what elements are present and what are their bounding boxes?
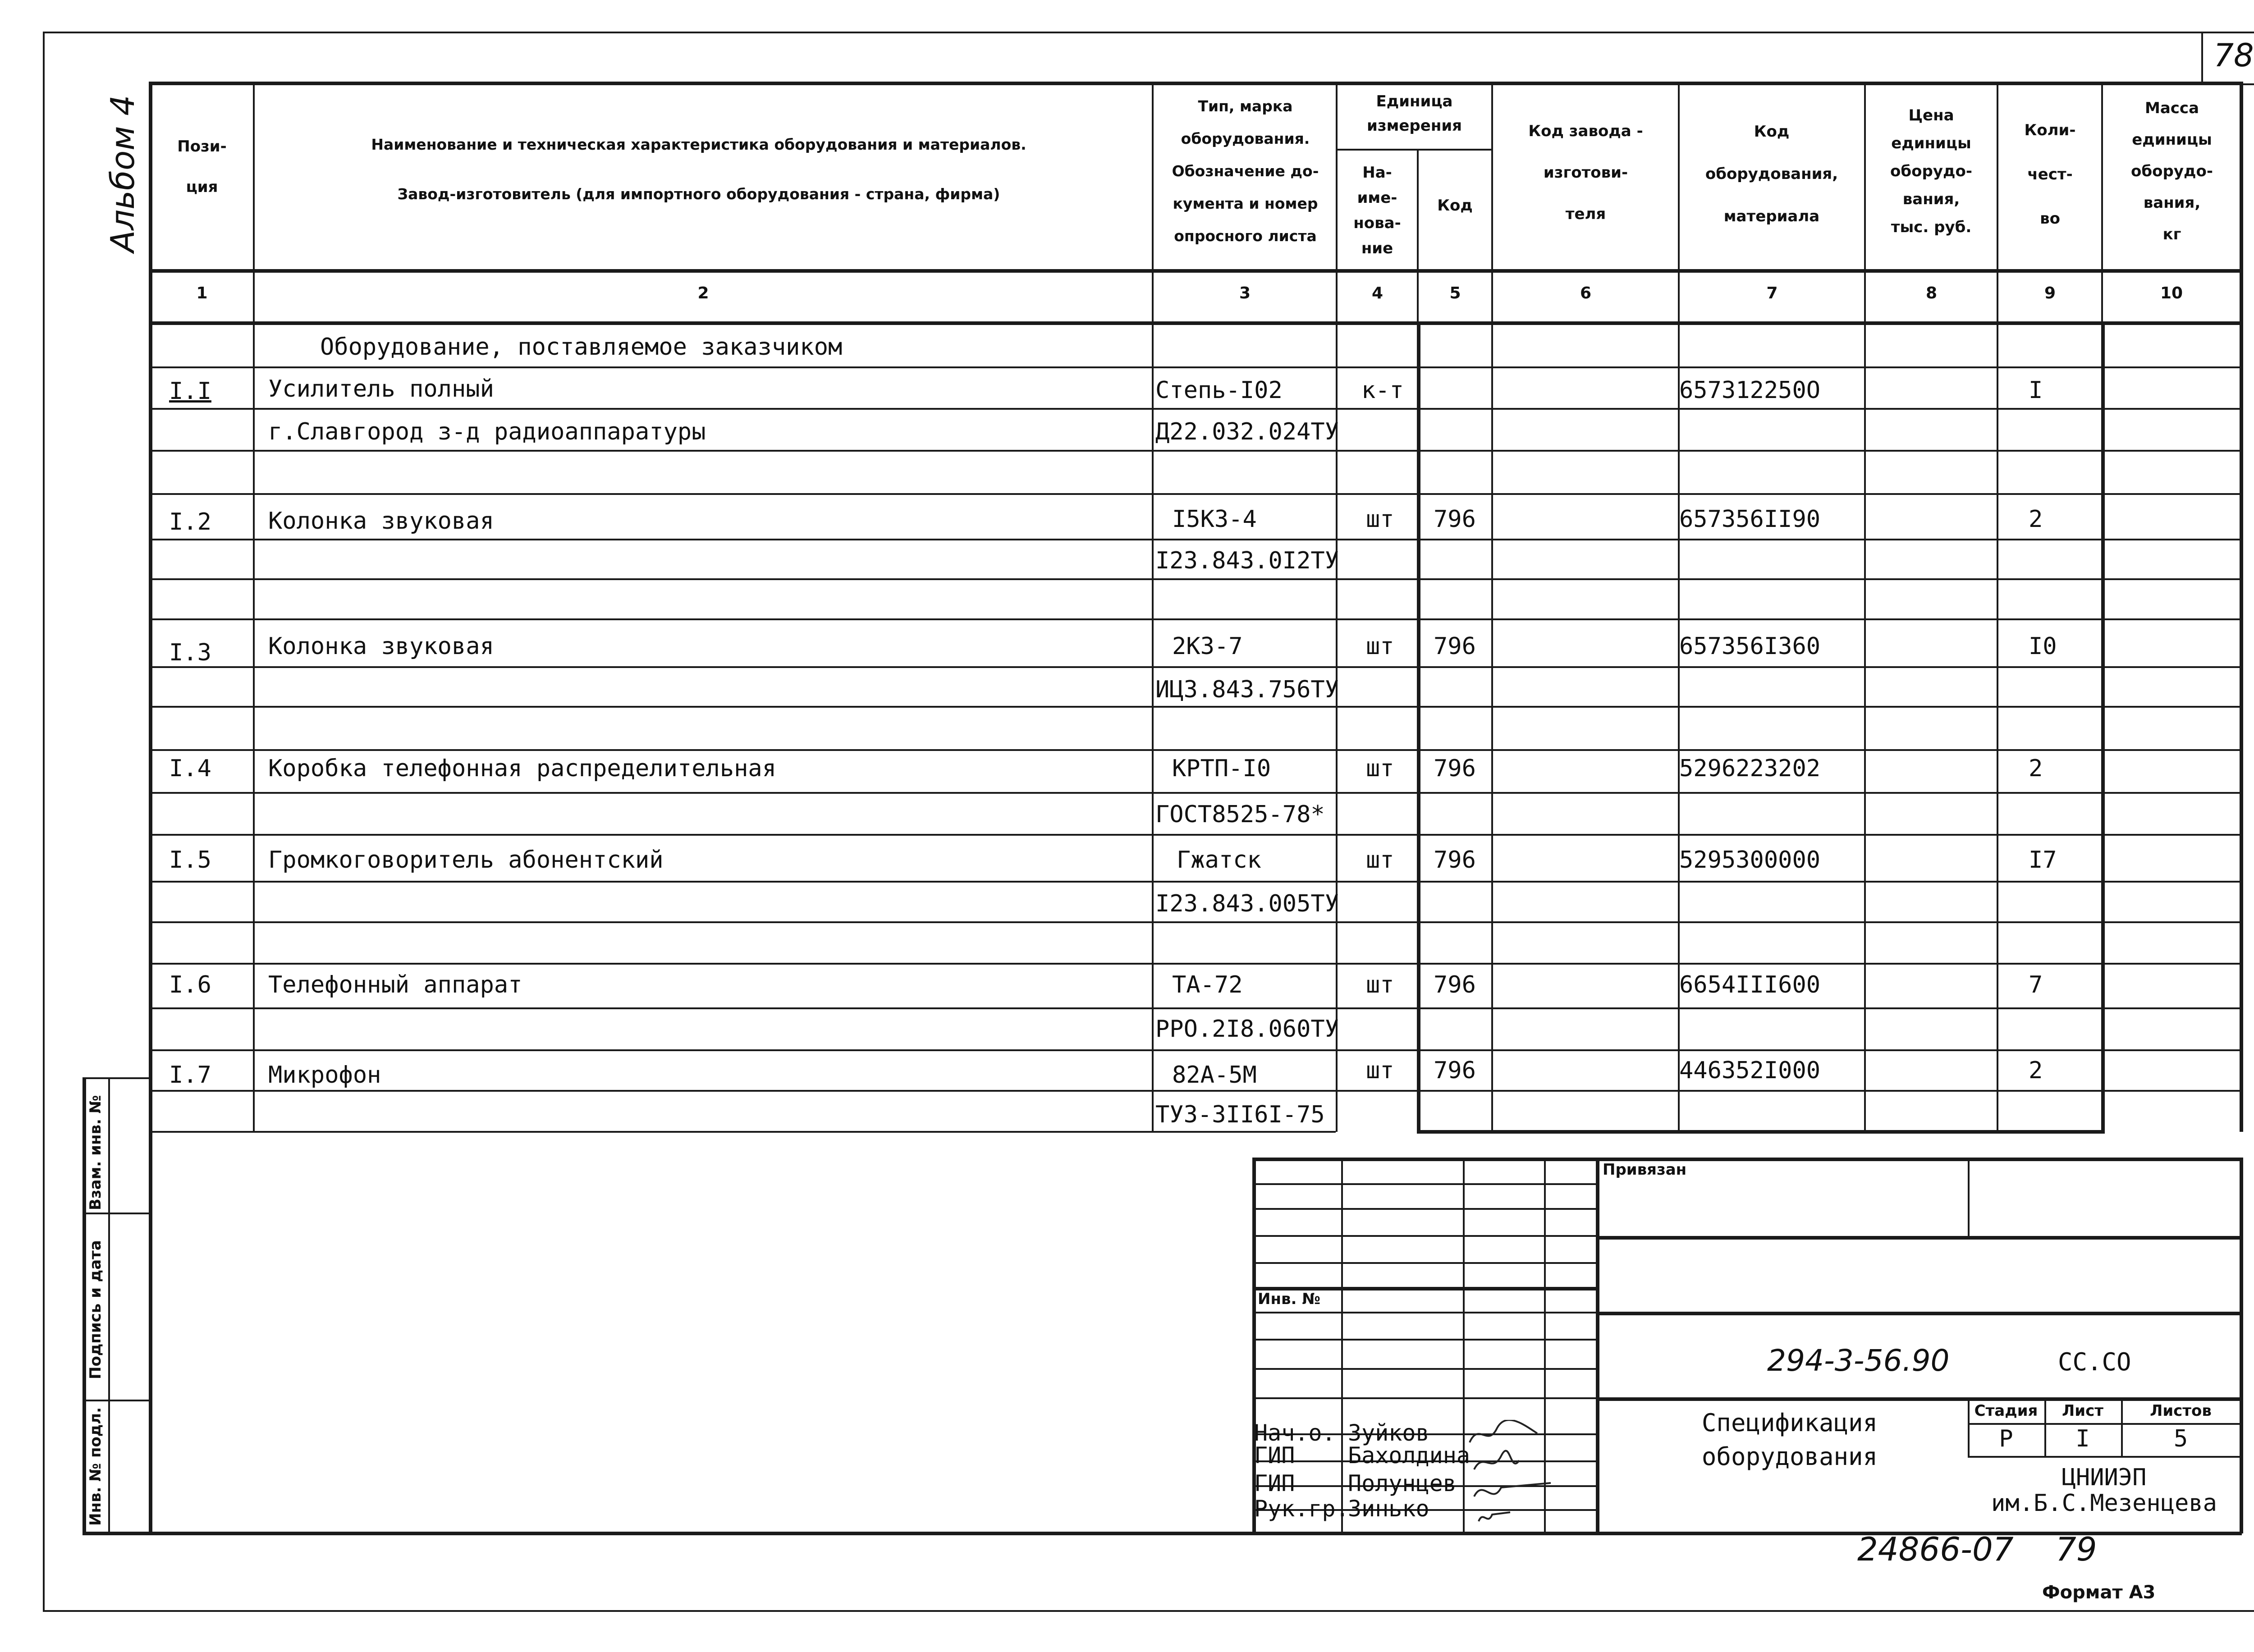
row-line-18 bbox=[149, 1090, 2241, 1092]
row-line-13 bbox=[149, 881, 2241, 883]
header-type-l3: Обозначение до- bbox=[1172, 162, 1319, 180]
row-3-qty: 2 bbox=[2029, 506, 2043, 533]
header-unit-name-l1: На- bbox=[1362, 164, 1392, 182]
col-div-2 bbox=[1152, 82, 1154, 1132]
tb-inv-no: Инв. № bbox=[1258, 1290, 1321, 1308]
tb-title-line1: Спецификация bbox=[1701, 1409, 1878, 1437]
header-unit-l1: Единица bbox=[1376, 92, 1453, 110]
row-3-unit: шт bbox=[1366, 506, 1394, 533]
row-7-qty: 2 bbox=[2029, 755, 2043, 782]
sheet-number: 78 bbox=[2213, 37, 2254, 74]
header-price-l4: вания, bbox=[1902, 190, 1960, 208]
row-12-type: РРО.2I8.060ТУ bbox=[1155, 1016, 1339, 1043]
row-5-type: 2КЗ-7 bbox=[1172, 633, 1243, 660]
row-3-name: Колонка звуковая bbox=[268, 508, 494, 535]
tb-stage: Р bbox=[1999, 1425, 2013, 1452]
tb-signer-4-name: Зинько bbox=[1348, 1496, 1429, 1522]
tb-row-4 bbox=[1252, 1262, 1596, 1264]
row-line-11 bbox=[149, 792, 2241, 794]
row-11-name: Телефонный аппарат bbox=[268, 971, 522, 998]
tb-sheets: 5 bbox=[2173, 1425, 2188, 1452]
data-box-bottom bbox=[1417, 1130, 2105, 1134]
row-13-name: Микрофон bbox=[268, 1062, 381, 1089]
row-11-unit: шт bbox=[1366, 971, 1394, 998]
tb-doc-code: 294-3-56.90 bbox=[1767, 1343, 1950, 1378]
row-2-name: г.Славгород з-д радиоаппаратуры bbox=[268, 418, 706, 445]
row-14-type: ТУЗ-3II6I-75 bbox=[1155, 1101, 1325, 1128]
side-stamp-top bbox=[82, 1077, 149, 1079]
row-11-type: ТА-72 bbox=[1172, 971, 1243, 998]
row-8-type: ГОСТ8525-78* bbox=[1155, 801, 1325, 828]
tb-signer-2-role: ГИП bbox=[1254, 1442, 1295, 1469]
header-unit-name bbox=[1339, 160, 1416, 261]
row-7-unit: шт bbox=[1366, 755, 1394, 782]
colnum-6: 6 bbox=[1580, 284, 1592, 302]
tb-org-line1: ЦНИИЭП bbox=[2062, 1464, 2147, 1491]
row-5-unit: шт bbox=[1366, 633, 1394, 660]
row-7-equip-code: 5296223202 bbox=[1679, 755, 1821, 782]
row-13-pos: I.7 bbox=[169, 1062, 211, 1089]
data-box-right bbox=[2101, 321, 2105, 1132]
row-1-equip-code: 657312250O bbox=[1679, 377, 1821, 404]
outer-frame-top bbox=[43, 32, 2254, 33]
tb-right-row-3 bbox=[1596, 1397, 2240, 1401]
header-bottom bbox=[149, 269, 2241, 273]
data-box-left bbox=[1417, 321, 1420, 1132]
row-line-8 bbox=[149, 666, 2241, 668]
table-right-rows bbox=[2240, 321, 2243, 1132]
album-label: Альбом 4 bbox=[104, 95, 142, 252]
header-name-line2: Завод-изготовитель (для импортного оборудования - страна, фирма) bbox=[397, 185, 1000, 203]
header-factory-code-l2: изготови- bbox=[1543, 164, 1628, 182]
bottom-number: 24866-07 bbox=[1857, 1530, 2014, 1568]
section-title: Оборудование, поставляемое заказчиком bbox=[320, 334, 843, 361]
sheet-number-box-left bbox=[2201, 32, 2203, 83]
header-type-l1: Тип, марка bbox=[1198, 97, 1293, 115]
header-price-l5: тыс. руб. bbox=[1891, 218, 1972, 236]
row-2-type: Д22.032.024ТУ bbox=[1155, 418, 1339, 445]
header-quantity bbox=[1999, 108, 2101, 241]
tb-right-row-2 bbox=[1596, 1312, 2240, 1315]
header-mass-l3: оборудо- bbox=[2131, 162, 2213, 180]
header-quantity-l2: чест- bbox=[2027, 165, 2073, 183]
row-13-equip-code: 446352I000 bbox=[1679, 1057, 1821, 1084]
outer-frame-bottom bbox=[43, 1610, 2254, 1612]
header-mass-l1: Масса bbox=[2144, 99, 2199, 117]
row-9-code: 796 bbox=[1434, 847, 1476, 874]
row-9-type: Гжатск bbox=[1177, 847, 1261, 874]
row-6-type: ИЦЗ.843.756ТУ bbox=[1155, 676, 1339, 703]
row-line-5 bbox=[149, 539, 2241, 540]
tb-signer-1-name: Зуйков bbox=[1348, 1420, 1429, 1446]
header-type-l4: кумента и номер bbox=[1173, 195, 1318, 212]
row-line-19 bbox=[149, 1131, 1336, 1133]
row-11-code: 796 bbox=[1434, 971, 1476, 998]
header-equipment-code-l1: Код bbox=[1754, 123, 1790, 141]
row-13-unit: шт bbox=[1366, 1057, 1394, 1084]
header-price-l3: оборудо- bbox=[1890, 162, 1972, 180]
row-4-type: I23.843.0I2ТУ bbox=[1155, 547, 1339, 574]
tb-signer-4-role: Рук.гр. bbox=[1254, 1496, 1349, 1522]
row-10-type: I23.843.005ТУ bbox=[1155, 890, 1339, 917]
header-price-l2: единицы bbox=[1891, 134, 1971, 152]
row-5-code: 796 bbox=[1434, 633, 1476, 660]
header-unit bbox=[1339, 89, 1490, 138]
colnum-7: 7 bbox=[1766, 284, 1778, 302]
tb-signer-3-name: Полунцев bbox=[1348, 1470, 1457, 1496]
col-div-5 bbox=[1491, 82, 1493, 1132]
tb-signer-3-role: ГИП bbox=[1254, 1470, 1295, 1496]
tb-row-1 bbox=[1252, 1183, 1596, 1185]
header-quantity-l3: во bbox=[2040, 210, 2060, 228]
col-div-8 bbox=[1997, 82, 1998, 1132]
tb-row-9 bbox=[1252, 1397, 1596, 1399]
tb-signer-1-role: Нач.о. bbox=[1254, 1420, 1336, 1446]
row-11-pos: I.6 bbox=[169, 971, 211, 998]
col-div-3 bbox=[1336, 82, 1338, 1132]
header-unit-l2: измерения bbox=[1367, 117, 1462, 135]
row-line-3 bbox=[149, 450, 2241, 452]
row-line-9 bbox=[149, 706, 2241, 708]
row-1-type: Степь-I02 bbox=[1155, 377, 1283, 404]
tb-right-row-1 bbox=[1596, 1236, 2240, 1240]
row-13-code: 796 bbox=[1434, 1057, 1476, 1084]
header-equipment-code-l2: оборудования, bbox=[1705, 165, 1838, 183]
row-7-pos: I.4 bbox=[169, 755, 211, 782]
row-line-15 bbox=[149, 963, 2241, 965]
tb-row-8 bbox=[1252, 1368, 1596, 1370]
unit-sub-divider bbox=[1336, 149, 1491, 151]
row-3-code: 796 bbox=[1434, 506, 1476, 533]
row-line-16 bbox=[149, 1007, 2241, 1009]
side-stamp-line2 bbox=[82, 1400, 149, 1401]
header-factory-code-l3: теля bbox=[1565, 205, 1606, 223]
col-div-1 bbox=[253, 82, 255, 1132]
side-stamp-vzam-inv: Взам. инв. № bbox=[87, 1095, 105, 1210]
tb-row-2 bbox=[1252, 1208, 1596, 1210]
tb-stage-bottom bbox=[1968, 1456, 2240, 1458]
tb-org-line2: им.Б.С.Мезенцева bbox=[1991, 1490, 2217, 1517]
row-9-qty: I7 bbox=[2029, 847, 2057, 874]
header-position bbox=[151, 122, 253, 212]
row-7-name: Коробка телефонная распределительная bbox=[268, 755, 777, 782]
tb-stage-mid bbox=[1968, 1423, 2240, 1425]
row-5-equip-code: 657356I360 bbox=[1679, 633, 1821, 660]
header-price bbox=[1866, 101, 1996, 241]
header-unit-name-l4: ние bbox=[1361, 239, 1393, 257]
tb-title-line2: оборудования bbox=[1701, 1442, 1878, 1471]
row-1-unit: к-т bbox=[1361, 377, 1404, 404]
row-1-qty: I bbox=[2029, 377, 2043, 404]
colnum-8: 8 bbox=[1925, 284, 1938, 302]
header-position-line2: ция bbox=[186, 178, 218, 196]
row-1-pos: I.I bbox=[169, 378, 211, 405]
row-7-type: КРТП-I0 bbox=[1172, 755, 1271, 782]
row-11-qty: 7 bbox=[2029, 971, 2043, 998]
header-type-l5: опросного листа bbox=[1174, 227, 1317, 245]
outer-frame-left bbox=[43, 32, 45, 1610]
side-stamp-sign-date: Подпись и дата bbox=[87, 1240, 105, 1379]
header-unit-name-l3: нова- bbox=[1353, 214, 1401, 232]
row-3-type: I5КЗ-4 bbox=[1172, 506, 1257, 533]
row-7-code: 796 bbox=[1434, 755, 1476, 782]
tb-stage-hdr: Стадия bbox=[1974, 1402, 2038, 1420]
header-type-l2: оборудования. bbox=[1181, 130, 1310, 147]
row-1-name: Усилитель полный bbox=[268, 375, 494, 403]
row-5-qty: I0 bbox=[2029, 633, 2057, 660]
colnum-9: 9 bbox=[2044, 284, 2056, 302]
col-div-7 bbox=[1864, 82, 1866, 1132]
row-13-qty: 2 bbox=[2029, 1057, 2043, 1084]
titleblock-top bbox=[1252, 1158, 2242, 1161]
side-stamp-mid bbox=[108, 1077, 110, 1533]
header-mass bbox=[2104, 92, 2240, 250]
row-line-4 bbox=[149, 493, 2241, 495]
table-right bbox=[2240, 82, 2243, 321]
tb-sheets-hdr: Листов bbox=[2150, 1402, 2212, 1420]
row-line-12 bbox=[149, 834, 2241, 836]
row-line-2 bbox=[149, 408, 2241, 410]
colnum-2: 2 bbox=[697, 284, 709, 302]
header-mass-l5: кг bbox=[2162, 225, 2181, 243]
colnum-5: 5 bbox=[1449, 284, 1461, 302]
side-stamp-line1 bbox=[82, 1213, 149, 1214]
colnum-1: 1 bbox=[196, 284, 208, 302]
row-3-equip-code: 657356II90 bbox=[1679, 506, 1821, 533]
header-quantity-l1: Коли- bbox=[2024, 121, 2076, 139]
row-3-pos: I.2 bbox=[169, 508, 211, 535]
format-label: Формат А3 bbox=[2042, 1582, 2156, 1603]
tb-row-3 bbox=[1252, 1235, 1596, 1237]
header-equipment-code-l3: материала bbox=[1723, 207, 1820, 225]
tb-signer-2-name: Бахолдина bbox=[1348, 1442, 1470, 1469]
row-13-type: 82А-5М bbox=[1172, 1062, 1257, 1089]
header-type bbox=[1156, 90, 1334, 252]
side-stamp-inv-no: Инв. № подл. bbox=[87, 1407, 105, 1526]
signature-scribbles bbox=[1461, 1420, 1596, 1533]
tb-sheet-hdr: Лист bbox=[2062, 1402, 2103, 1420]
header-price-l1: Цена bbox=[1908, 106, 1954, 124]
colnum-3: 3 bbox=[1239, 284, 1251, 302]
header-equipment-code bbox=[1681, 110, 1862, 238]
row-line-14 bbox=[149, 921, 2241, 923]
table-top bbox=[149, 82, 2241, 85]
row-5-name: Колонка звуковая bbox=[268, 633, 494, 660]
row-line-1 bbox=[149, 366, 2241, 368]
tb-sheet: I bbox=[2075, 1425, 2090, 1452]
row-line-17 bbox=[149, 1049, 2241, 1051]
header-mass-l2: единицы bbox=[2132, 131, 2212, 149]
row-11-equip-code: 6654III600 bbox=[1679, 971, 1821, 998]
bottom-page: 79 bbox=[2056, 1530, 2097, 1568]
tb-doc-suffix: СС.СО bbox=[2058, 1348, 2131, 1376]
header-unit-name-l2: име- bbox=[1357, 189, 1397, 207]
tb-col-a bbox=[1341, 1158, 1343, 1533]
header-name-line1: Наименование и техническая характеристика оборудования и материалов. bbox=[371, 136, 1026, 153]
row-line-7 bbox=[149, 618, 2241, 620]
header-position-line1: Пози- bbox=[177, 137, 227, 156]
row-9-equip-code: 5295300000 bbox=[1679, 847, 1821, 874]
side-stamp-left bbox=[82, 1077, 86, 1533]
tb-col-d bbox=[1596, 1158, 1599, 1533]
row-line-10 bbox=[149, 749, 2241, 751]
header-factory-code bbox=[1497, 110, 1675, 235]
tb-row-6 bbox=[1252, 1312, 1596, 1313]
tb-col-e bbox=[1968, 1158, 1970, 1239]
row-5-pos: I.3 bbox=[169, 639, 211, 666]
header-factory-code-l1: Код завода - bbox=[1528, 122, 1643, 140]
header-unit-code: Код bbox=[1437, 197, 1473, 215]
row-9-pos: I.5 bbox=[169, 847, 211, 874]
row-9-name: Громкоговоритель абонентский bbox=[268, 847, 664, 874]
colnum-10: 10 bbox=[2160, 284, 2183, 302]
colnum-bottom bbox=[149, 321, 2241, 325]
row-9-unit: шт bbox=[1366, 847, 1394, 874]
colnum-4: 4 bbox=[1371, 284, 1384, 302]
tb-privyazan: Привязан bbox=[1603, 1161, 1687, 1179]
row-line-6 bbox=[149, 578, 2241, 580]
tb-row-7 bbox=[1252, 1339, 1596, 1341]
header-mass-l4: вания, bbox=[2143, 194, 2201, 212]
